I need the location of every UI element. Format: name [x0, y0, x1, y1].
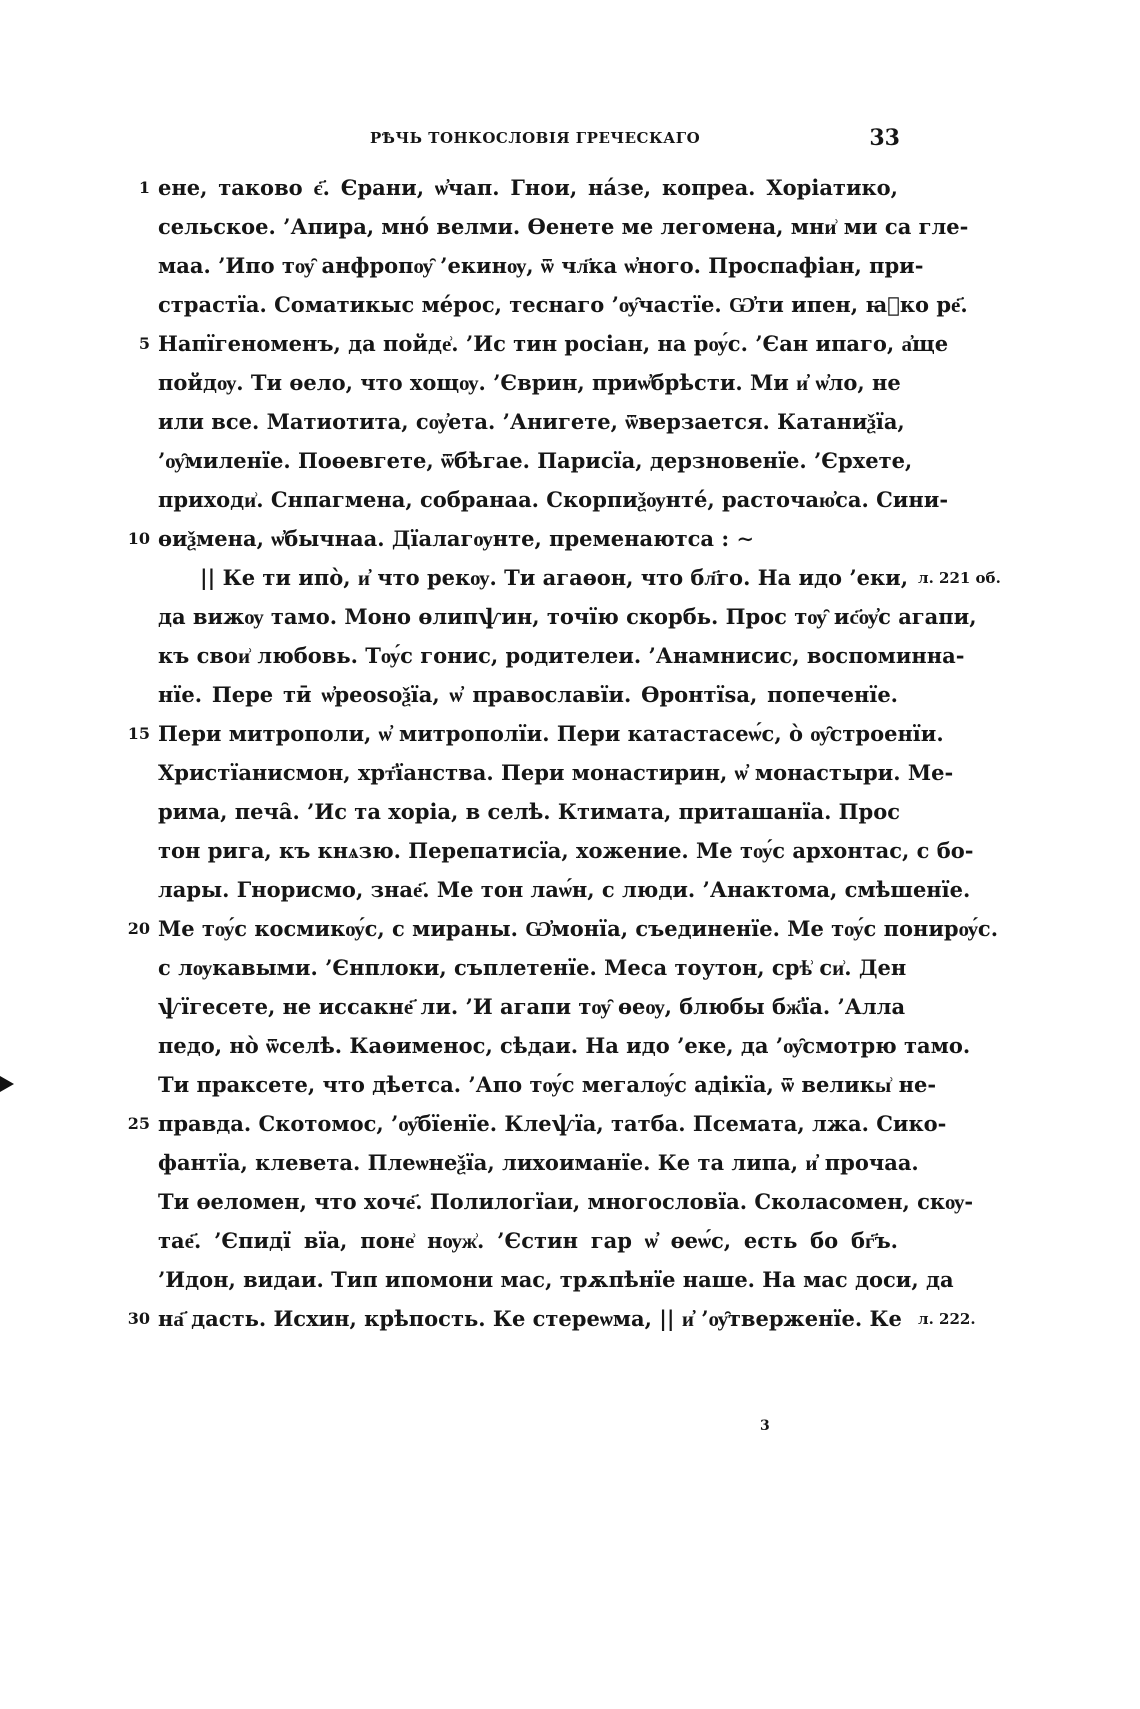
text-line: тон рига, къ кнѧзю. Перепатисїа, хожение. Ме тѹ́с архонтас, с бо- [158, 838, 974, 863]
line-number: 5 [138, 334, 150, 353]
signature-mark: 3 [760, 1418, 770, 1434]
text-line: нїе. Пере тӣ ѡ҆реоѕоѯїа, ѡ҆ православїи. Өронтїѕа, попеченїе. [158, 682, 898, 707]
line-number: 1 [138, 178, 150, 197]
text-line: || Ке ти ипо̀, и҆ что рекѹ. Ти агаөон, что бл҃го. На идо ’еки, [200, 565, 909, 590]
line-number: 10 [127, 529, 150, 548]
edge-arrow-icon [0, 1076, 14, 1092]
page-number: 33 [869, 125, 900, 151]
running-head [160, 125, 900, 155]
text-line: правда. Скотомос, ’ѹ̑бїенїе. Клеѱїа, татба. Псемата, лжа. Сико- [158, 1111, 947, 1136]
text-line: фантїа, клевета. Плеѡнеѯїа, лихоиманїе. Ке та липа, и҆ прочаа. [158, 1150, 919, 1175]
text-line: рима, печа̑. ’Ис та хоріа, в селѣ. Ктимата, приташанїа. Прос [158, 799, 900, 824]
margin-note-folio: л. 221 об. [918, 569, 1001, 587]
text-line: лары. Гнорисмо, знае҃. Ме тон лаѡ́н, с люди. ’Анактома, смѣшенїе. [158, 877, 971, 902]
text-line: къ свои͗ любовь. Тѹ́с гонис, родителеи. ’Анамнисис, воспоминна- [158, 643, 965, 668]
text-line: Пери митрополи, ѡ҆ митрополїи. Пери катастасеѡ́с, о̀ ѹ̑строенїи. [158, 721, 944, 746]
line-number: 15 [127, 724, 150, 743]
line-number: 25 [127, 1114, 150, 1133]
text-line: өиѯмена, ѡ҆бычнаа. Дїалагѹнте, пременаютса : ∼ [158, 526, 754, 551]
text-line: ене, таково є҃. Єрани, ѡ҆чап. Гнои, на́зе, копреа. Хоріатико, [158, 175, 898, 200]
text-line: педо, но̀ ѿселѣ. Каөименос, сѣдаи. На идо ’еке, да ’ѹ̑смотрю тамо. [158, 1033, 971, 1058]
line-number: 20 [127, 919, 150, 938]
text-line: ’ѹ̑миленїе. Поөевгете, ѿбѣгае. Парисїа, дерзновенїе. ’Єрхете, [158, 448, 913, 473]
text-line: на҃ дасть. Исхин, крѣпость. Ке стереѡма, || и҆ ’ѹ̑тверженїе. Ке [158, 1306, 902, 1331]
text-line: тае҃. ’Єпидї вїа, поне͗ нѹж͗. ’Єстин гар ѡ҆ өеѡ́с, есть бо бг҃ъ. [158, 1228, 898, 1253]
text-line: ѱїгесете, не иссакне҃ ли. ’И агапи тѹ̑ өеѹ, блюбы бж҃їа. ’Алла [158, 994, 906, 1019]
text-line: пойдѹ. Ти өело, что хощѹ. ’Єврин, приѡ҆брѣсти. Ми и҆ ѡ҆ло, не [158, 370, 901, 395]
text-line: да вижѹ тамо. Моно өлипѱин, точїю скорбь. Прос тѹ̑ ис҃ѹ҆с агапи, [158, 604, 977, 629]
text-line: Напїгеноменъ, да пойде͗. ’Ис тин росіан, на рѹ́с. ’Єан ипаго, а҆ще [158, 331, 949, 356]
text-line: страстїа. Соматикыс ме́рос, теснаго ’ѹ̑частїе. Ѡ҆ти ипен, ꙗ҆ко ре҃. [158, 292, 968, 317]
text-line: или все. Матиотита, сѹ҆ета. ’Анигете, ѿверзается. Катаниѯїа, [158, 409, 905, 434]
text-line: маа. ’Ипо тѹ̑ анфропѹ̑ ’екинѹ, ѿ чл҃ка ѡ҆ного. Проспафіан, при- [158, 253, 924, 278]
text-line: Ти өеломен, что хоче҃. Полилогїаи, многословїа. Сколасомен, скѹ- [158, 1189, 974, 1214]
text-line: Ти праксете, что дѣетса. ’Апо тѹ́с мегалѹ́с адікїа, ѿ великы͗ не- [158, 1072, 937, 1097]
text-line: Христїанисмон, хрт҃їанства. Пери монастирин, ѡ҆ монастыри. Ме- [158, 760, 954, 785]
running-title: РѢЧЬ ТОНКОСЛОВІЯ ГРЕЧЕСКАГО [370, 129, 701, 147]
text-line: Ме тѹ́с космикѹ́с, с мираны. Ѡ҆монїа, съединенїе. Ме тѹ́с понирѹ́с. [158, 916, 999, 941]
line-number: 30 [127, 1309, 150, 1328]
margin-note-folio: л. 222. [918, 1310, 976, 1328]
text-line: приходи͗. Снпагмена, собранаа. Скорпиѯѹнте́, расточаю҆са. Сини- [158, 487, 949, 512]
text-line: сельское. ’Апира, мно́ велми. Өенете ме легомена, мни͗ ми са гле- [158, 214, 969, 239]
text-line: с лѹкавыми. ’Єнплоки, съплетенїе. Меса тоутон, срѣ͗ си͗. Ден [158, 955, 907, 980]
text-line: ’Идон, видаи. Тип ипомони мас, трѫпѣнїе наше. На мас доси, да [158, 1267, 954, 1292]
